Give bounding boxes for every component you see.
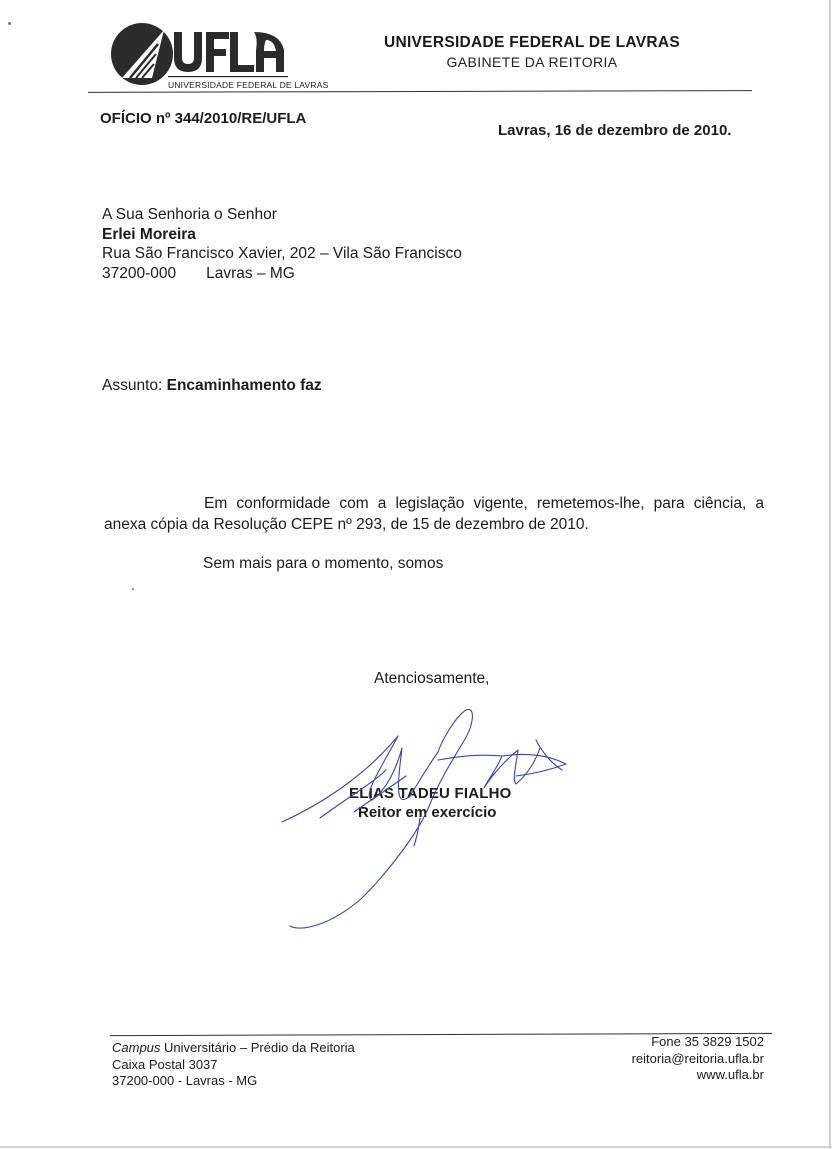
recipient-city: Lavras – MG bbox=[206, 264, 295, 282]
scan-speck bbox=[8, 22, 11, 25]
footer-campus-rest: Universitário – Prédio da Reitoria bbox=[160, 1040, 355, 1055]
body-paragraph: Em conformidade com a legislação vigente, remetemos-lhe, para ciência, a anexa cópia da Resolução CEPE nº 293, de 15 de dezembro de 2010. bbox=[104, 495, 764, 533]
scan-edge-bottom bbox=[0, 1146, 832, 1148]
university-name: UNIVERSIDADE FEDERAL DE LAVRAS bbox=[383, 34, 681, 51]
recipient-zip: 37200-000 bbox=[102, 264, 177, 282]
signer-role: Reitor em exercício bbox=[358, 804, 497, 821]
recipient-zip-city bbox=[102, 264, 462, 284]
regards: Atenciosamente, bbox=[374, 670, 490, 687]
recipient-street: Rua São Francisco Xavier, 202 – Vila São Francisco bbox=[102, 245, 462, 262]
footer-address bbox=[112, 1040, 355, 1090]
footer-email[interactable]: reitoria@reitoria.ufla.br bbox=[631, 1050, 764, 1066]
letterhead bbox=[360, 34, 704, 70]
document-date: Lavras, 16 de dezembro de 2010. bbox=[498, 122, 732, 139]
recipient-salutation: A Sua Senhoria o Senhor bbox=[102, 206, 277, 223]
footer-contact bbox=[632, 1034, 764, 1084]
document-number: OFÍCIO nº 344/2010/RE/UFLA bbox=[100, 110, 307, 127]
footer-po-box: Caixa Postal 3037 bbox=[112, 1056, 218, 1072]
footer-zip-city: 37200-000 - Lavras - MG bbox=[112, 1073, 258, 1088]
office-name: GABINETE DA REITORIA bbox=[446, 54, 618, 70]
closing-line: Sem mais para o momento, somos bbox=[203, 555, 444, 572]
footer-campus-word: Campus bbox=[112, 1040, 161, 1055]
ufla-logo bbox=[108, 20, 329, 94]
subject-value: Encaminhamento faz bbox=[166, 377, 322, 394]
footer-phone: Fone 35 3829 1502 bbox=[651, 1034, 764, 1049]
subject-line bbox=[102, 377, 322, 395]
footer-website[interactable]: www.ufla.br bbox=[696, 1067, 764, 1082]
recipient-name: Erlei Moreira bbox=[102, 225, 196, 243]
subject-label: Assunto: bbox=[102, 377, 163, 394]
scan-speck bbox=[132, 588, 134, 590]
recipient-block bbox=[102, 205, 462, 283]
footer-campus bbox=[112, 1040, 355, 1057]
letter-body bbox=[104, 493, 764, 535]
logo-subtitle: UNIVERSIDADE FEDERAL DE LAVRAS bbox=[168, 80, 329, 90]
scan-edge-right bbox=[829, 0, 831, 1149]
signer-name: ELIAS TADEU FIALHO bbox=[349, 785, 512, 802]
